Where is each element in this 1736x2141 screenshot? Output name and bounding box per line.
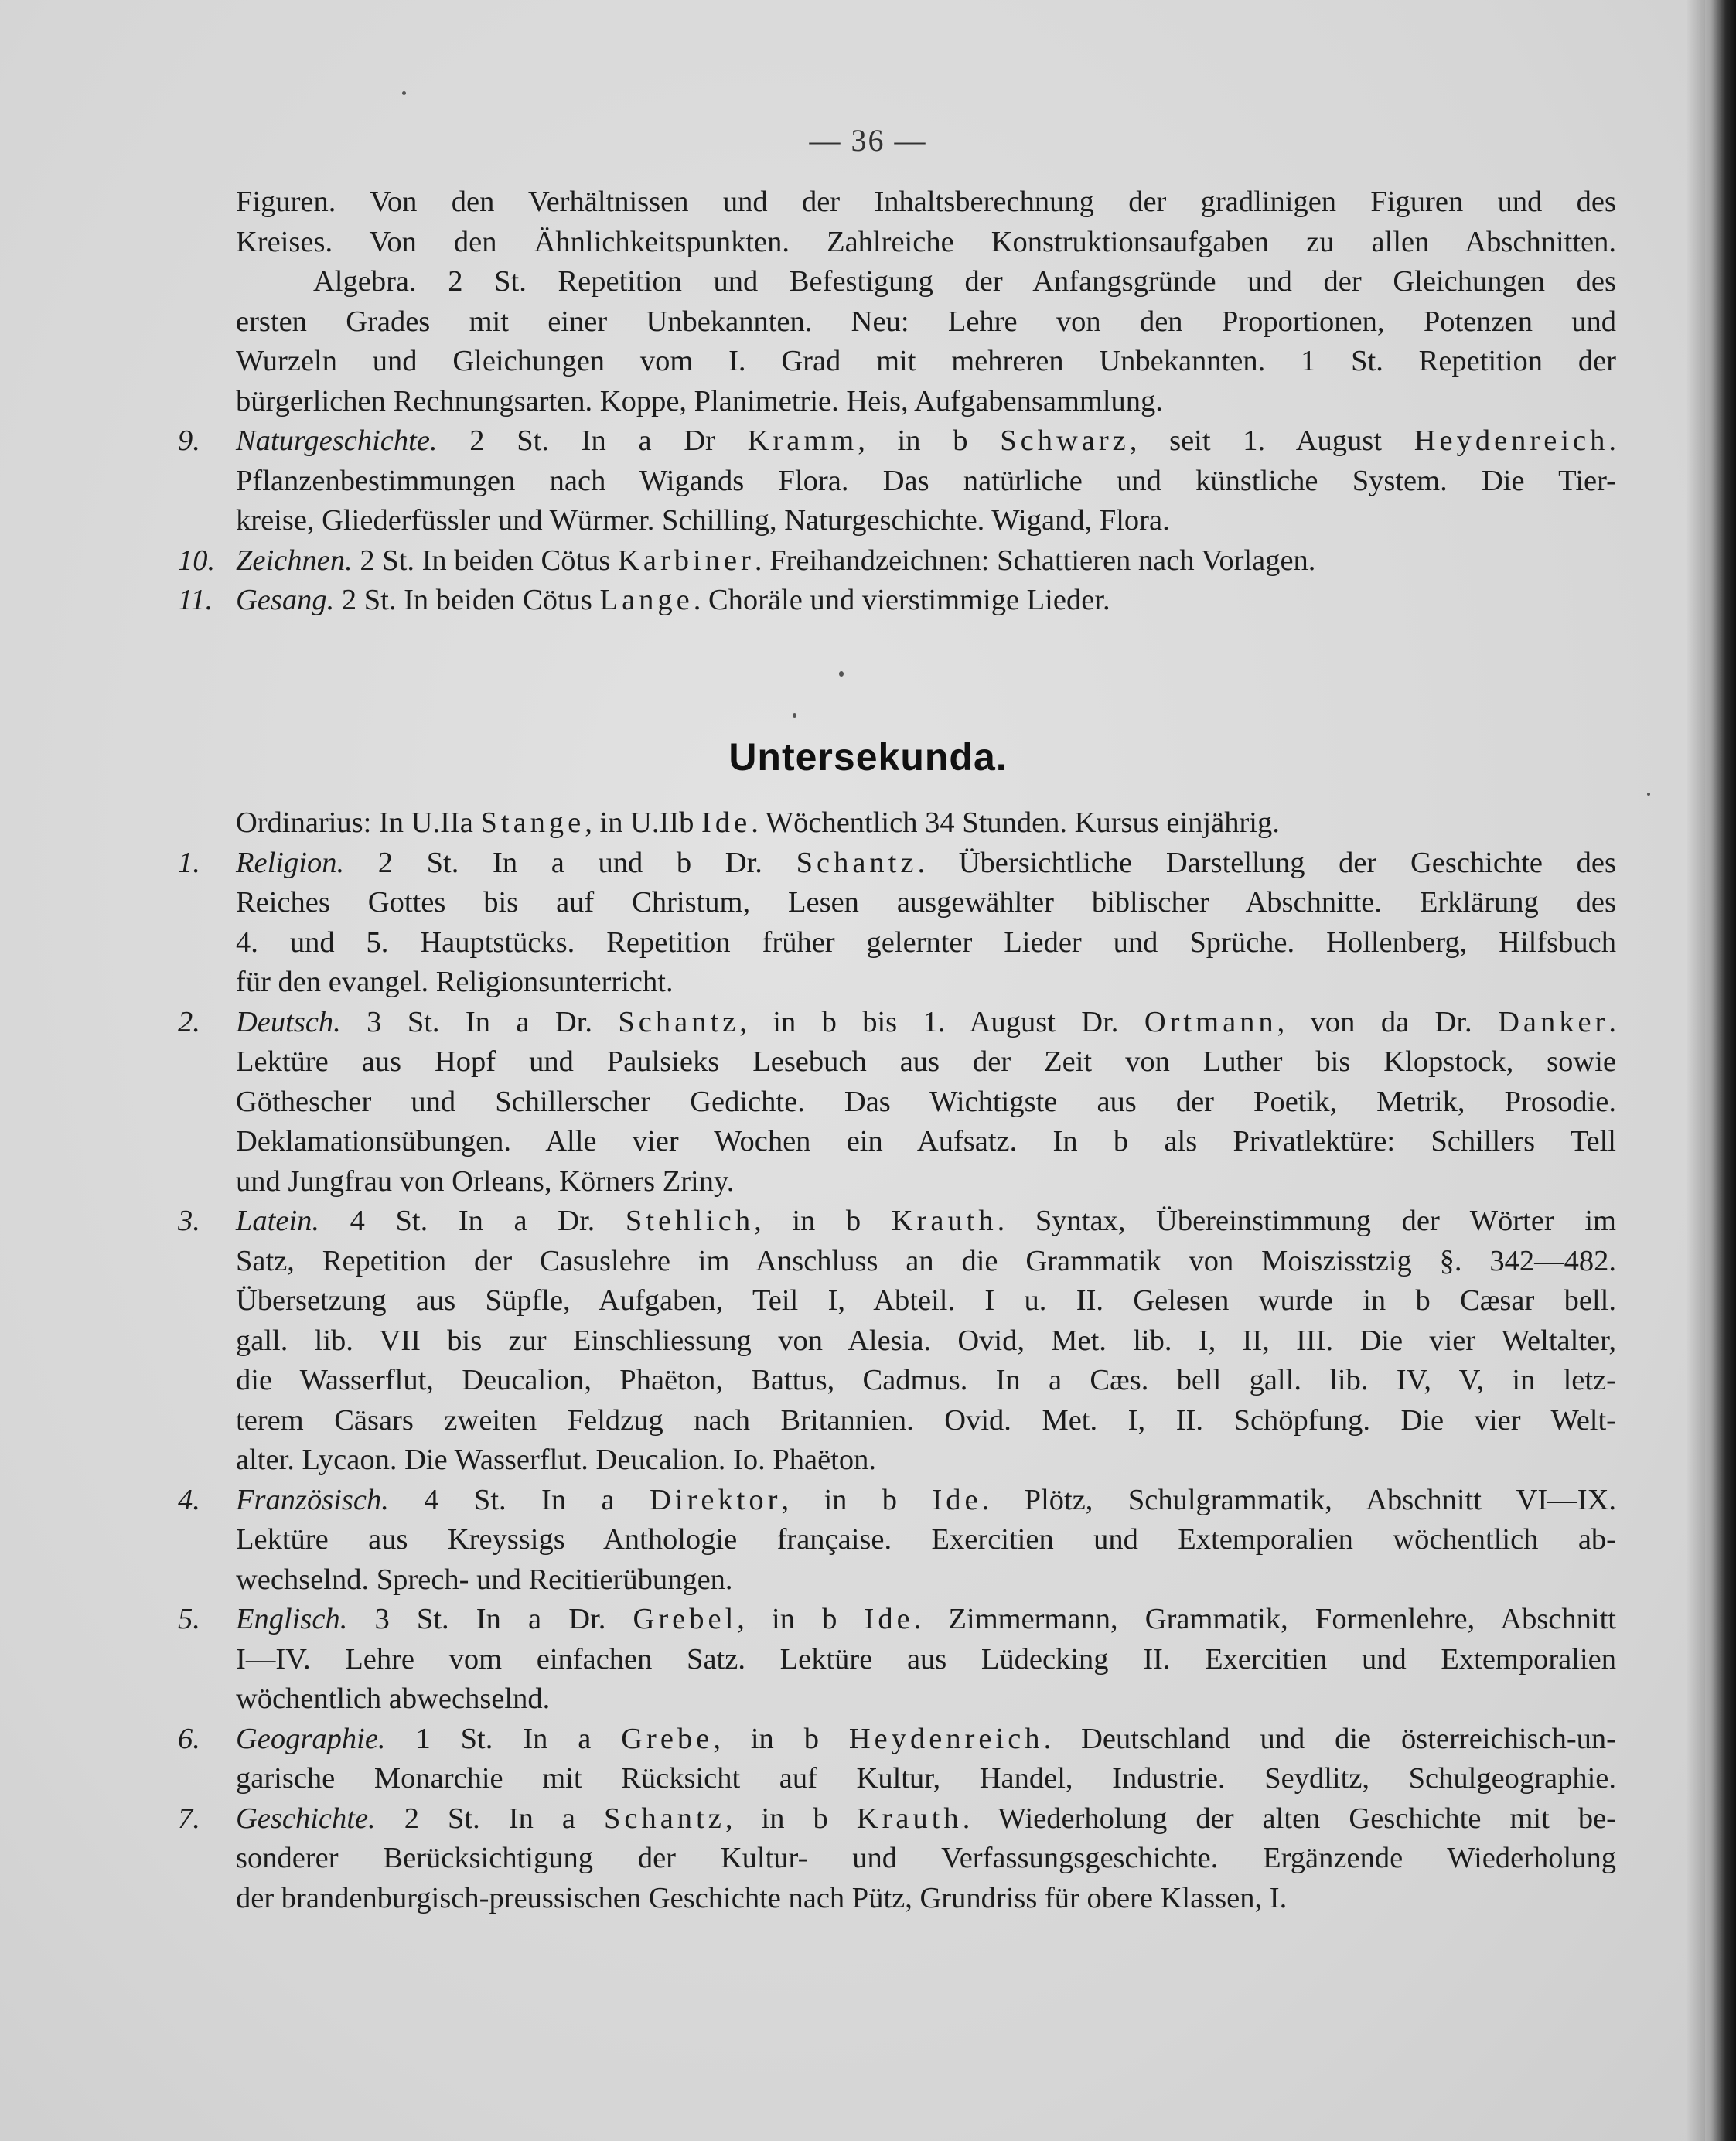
text-line: ersten Grades mit einer Unbekannten. Neu: Lehre von den Proportionen, Potenzen und bbox=[236, 305, 1616, 338]
teacher-name: Lange bbox=[599, 584, 694, 616]
item-number: 3. bbox=[178, 1205, 200, 1237]
teacher-name: Heydenreich bbox=[1414, 424, 1609, 457]
text-line: Algebra. 2 St. Repetition und Befestigung der Anfangsgründe und der Gleichungen des bbox=[313, 265, 1616, 298]
text-line: alter. Lycaon. Die Wasserflut. Deucalion. Io. Phaëton. bbox=[236, 1444, 876, 1476]
text-line: sonderer Berücksichtigung der Kultur- und Verfassungsgeschichte. Ergänzende Wiederholung bbox=[236, 1842, 1616, 1874]
subject-line-deutsch: 2. Deutsch. 3 St. In a Dr. Schantz, in b bis 1. August Dr. Ortmann, von da Dr. Danker. bbox=[236, 1003, 1616, 1043]
top-section bbox=[178, 182, 1616, 621]
scan-speck bbox=[793, 713, 796, 718]
scan-speck bbox=[839, 671, 844, 677]
subject-line-zeichnen: 10. Zeichnen. 2 St. In beiden Cötus Karbiner. Freihandzeichnen: Schattieren nach Vorlagen. bbox=[236, 541, 1616, 581]
teacher-name: Schantz bbox=[618, 1005, 740, 1038]
scan-speck bbox=[1647, 793, 1650, 796]
subject-name: Religion. bbox=[236, 846, 345, 879]
text-line: der brandenburgisch-preussischen Geschichte nach Pütz, Grundriss für obere Klassen, I. bbox=[236, 1881, 1288, 1914]
subject-line-franzoesisch: 4. Französisch. 4 St. In a Direktor, in b Ide. Plötz, Schulgrammatik, Abschnitt VI—IX. bbox=[236, 1481, 1616, 1521]
teacher-name: Schantz bbox=[603, 1802, 725, 1835]
teacher-name: Krauth bbox=[891, 1205, 998, 1237]
subject-name: Gesang. bbox=[236, 584, 335, 616]
text-line: wöchentlich abwechselnd. bbox=[236, 1682, 551, 1715]
item-number: 1. bbox=[178, 846, 200, 879]
subject-line-naturgeschichte: 9. Naturgeschichte. 2 St. In a Dr Kramm, in b Schwarz, seit 1. August Heydenreich. bbox=[236, 421, 1616, 462]
subject-name: Latein. bbox=[236, 1205, 320, 1237]
text-line: Übersetzung aus Süpfle, Aufgaben, Teil I, Abteil. I u. II. Gelesen wurde in b Cæsar bell. bbox=[236, 1284, 1616, 1317]
teacher-name: Schantz bbox=[796, 846, 918, 879]
teacher-name: Karbiner bbox=[618, 544, 755, 577]
teacher-name: Stehlich bbox=[625, 1205, 755, 1237]
text-line: garische Monarchie mit Rücksicht auf Kultur, Handel, Industrie. Seydlitz, Schulgeographie. bbox=[236, 1762, 1616, 1795]
item-number: 2. bbox=[178, 1005, 200, 1038]
teacher-name: Schwarz bbox=[1000, 424, 1130, 457]
subject-name: Englisch. bbox=[236, 1603, 348, 1635]
subject-name: Geschichte. bbox=[236, 1802, 376, 1835]
subject-line-gesang: 11. Gesang. 2 St. In beiden Cötus Lange. Choräle und vierstimmige Lieder. bbox=[236, 581, 1616, 621]
teacher-name: Kramm bbox=[747, 424, 858, 457]
text-line: Pflanzenbestimmungen nach Wigands Flora. Das natürliche und künstliche System. Die Tier- bbox=[236, 464, 1616, 497]
text-line: Deklamationsübungen. Alle vier Wochen ein Aufsatz. In b als Privatlektüre: Schillers Tell bbox=[236, 1125, 1616, 1157]
teacher-name: Stange bbox=[480, 806, 585, 839]
section-heading: Untersekunda. bbox=[728, 735, 1008, 779]
subject-line-englisch: 5. Englisch. 3 St. In a Dr. Grebel, in b Ide. Zimmermann, Grammatik, Formenlehre, Abschnitt bbox=[236, 1600, 1616, 1640]
teacher-name: Ide bbox=[932, 1483, 982, 1516]
text-line: terem Cäsars zweiten Feldzug nach Britannien. Ovid. Met. I, II. Schöpfung. Die vier Welt- bbox=[236, 1403, 1616, 1437]
teacher-name: Grebe bbox=[621, 1722, 714, 1755]
text-line: Göthescher und Schillerscher Gedichte. Das Wichtigste aus der Poetik, Metrik, Prosodie. bbox=[236, 1085, 1616, 1118]
teacher-name: Direktor bbox=[650, 1483, 782, 1516]
teacher-name: Heydenreich bbox=[848, 1722, 1044, 1755]
text-line: wechselnd. Sprech- und Recitierübungen. bbox=[236, 1563, 733, 1596]
text-line: 4. und 5. Hauptstücks. Repetition früher gelernter Lieder und Sprüche. Hollenberg, Hilfsbuch bbox=[236, 926, 1616, 959]
untersekunda-section bbox=[178, 803, 1616, 1918]
text-line: I—IV. Lehre vom einfachen Satz. Lektüre aus Lüdecking II. Exercitien und Extemporalien bbox=[236, 1642, 1616, 1676]
item-number: 10. bbox=[178, 544, 216, 577]
item-number: 4. bbox=[178, 1483, 200, 1516]
subject-name: Naturgeschichte. bbox=[236, 424, 438, 457]
text-line: kreise, Gliederfüssler und Würmer. Schilling, Naturgeschichte. Wigand, Flora. bbox=[236, 504, 1170, 537]
subject-line-latein: 3. Latein. 4 St. In a Dr. Stehlich, in b Krauth. Syntax, Übereinstimmung der Wörter im bbox=[236, 1202, 1616, 1242]
subject-line-religion: 1. Religion. 2 St. In a und b Dr. Schantz. Übersichtliche Darstellung der Geschichte des bbox=[236, 844, 1616, 884]
teacher-name: Danker bbox=[1498, 1005, 1609, 1038]
item-number: 9. bbox=[178, 424, 200, 457]
text-line: bürgerlichen Rechnungsarten. Koppe, Planimetrie. Heis, Aufgabensammlung. bbox=[236, 384, 1163, 418]
ordinarius-line: Ordinarius: In U.IIa Stange, in U.IIb Ide. Wöchentlich 34 Stunden. Kursus einjährig. bbox=[236, 806, 1280, 839]
text-line: gall. lib. VII bis zur Einschliessung von Alesia. Ovid, Met. lib. I, II, III. Die vier Weltalter, bbox=[236, 1324, 1616, 1357]
text-line: Lektüre aus Hopf und Paulsieks Lesebuch aus der Zeit von Luther bis Klopstock, sowie bbox=[236, 1045, 1616, 1078]
teacher-name: Krauth bbox=[856, 1802, 963, 1835]
text-line: Satz, Repetition der Casuslehre im Anschluss an die Grammatik von Moiszisstzig §. 342—482. bbox=[236, 1244, 1616, 1277]
text-line: für den evangel. Religionsunterricht. bbox=[236, 966, 674, 998]
item-number: 11. bbox=[178, 584, 213, 616]
item-number: 5. bbox=[178, 1603, 200, 1635]
subject-name: Deutsch. bbox=[236, 1005, 341, 1038]
teacher-name: Ide bbox=[701, 806, 752, 839]
text-line: Reiches Gottes bis auf Christum, Lesen ausgewählter biblischer Abschnitte. Erklärung des bbox=[236, 886, 1616, 919]
subject-line-geschichte: 7. Geschichte. 2 St. In a Schantz, in b Krauth. Wiederholung der alten Geschichte mit be- bbox=[236, 1799, 1616, 1839]
text-line: die Wasserflut, Deucalion, Phaëton, Battus, Cadmus. In a Cæs. bell gall. lib. IV, V, in letz- bbox=[236, 1364, 1616, 1396]
text-line: Wurzeln und Gleichungen vom I. Grad mit mehreren Unbekannten. 1 St. Repetition der bbox=[236, 345, 1616, 377]
item-number: 7. bbox=[178, 1802, 200, 1835]
teacher-name: Ide bbox=[864, 1603, 914, 1635]
subject-name: Zeichnen. bbox=[236, 544, 353, 577]
scan-speck bbox=[402, 91, 406, 95]
text-line: Kreises. Von den Ähnlichkeitspunkten. Zahlreiche Konstruktionsaufgaben zu allen Abschnitten. bbox=[236, 225, 1616, 258]
teacher-name: Grebel bbox=[633, 1603, 738, 1635]
subject-name: Geographie. bbox=[236, 1722, 386, 1755]
text-line: Figuren. Von den Verhältnissen und der Inhaltsberechnung der gradlinigen Figuren und des bbox=[236, 186, 1616, 218]
item-number: 6. bbox=[178, 1722, 200, 1755]
page-number: — 36 — bbox=[809, 123, 927, 158]
subject-name: Französisch. bbox=[236, 1483, 389, 1516]
text-line: Lektüre aus Kreyssigs Anthologie française. Exercitien und Extemporalien wöchentlich ab- bbox=[236, 1523, 1616, 1556]
subject-line-geographie: 6. Geographie. 1 St. In a Grebe, in b Heydenreich. Deutschland und die österreichisch-un- bbox=[236, 1720, 1616, 1760]
text-line: und Jungfrau von Orleans, Körners Zriny. bbox=[236, 1164, 735, 1198]
teacher-name: Ortmann bbox=[1144, 1005, 1277, 1038]
binding-edge-shadow bbox=[1686, 0, 1736, 2141]
